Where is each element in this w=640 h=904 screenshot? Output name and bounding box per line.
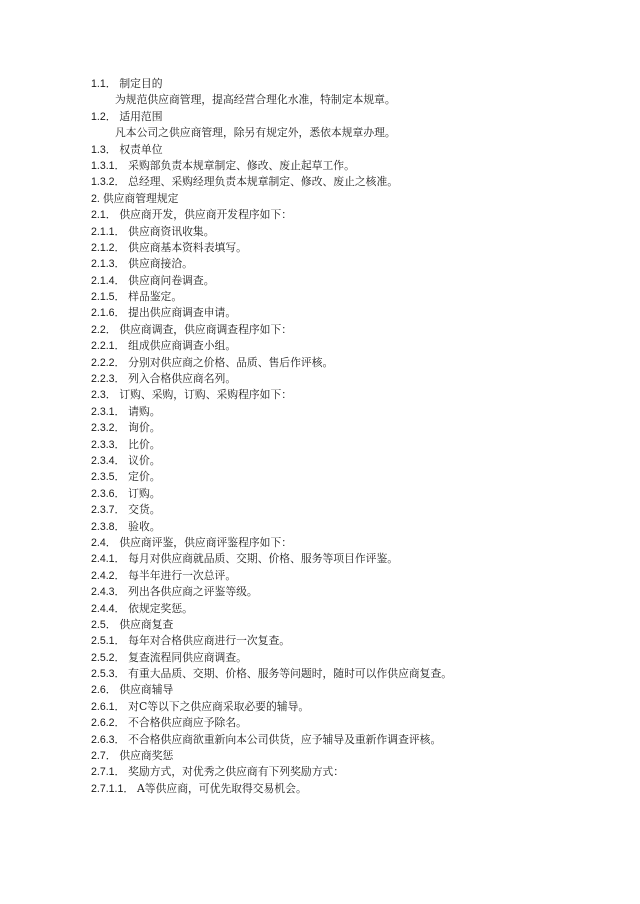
document-body xyxy=(91,76,621,797)
section-number: 2.3.7． xyxy=(91,504,126,517)
document-line xyxy=(91,76,621,92)
line-text: 供应商评鉴，供应商评鉴程序如下： xyxy=(119,535,293,549)
section-number: 2.2． xyxy=(91,323,117,336)
section-number: 2.4.3． xyxy=(91,586,126,599)
document-line xyxy=(91,584,621,600)
line-text: 供应商管理规定 xyxy=(102,191,179,205)
document-line xyxy=(91,666,621,682)
section-number: 2.6.2． xyxy=(91,717,126,730)
line-text: 采购部负责本规章制定、修改、废止起草工作。 xyxy=(128,158,355,172)
section-number: 2.2.1． xyxy=(91,340,126,353)
section-number: 2.4.2． xyxy=(91,569,126,582)
line-text: 订购、采购，订购、采购程序如下： xyxy=(119,388,293,402)
document-line xyxy=(91,404,621,420)
line-text: 分别对供应商之价格、品质、售后作评核。 xyxy=(128,355,334,369)
document-line xyxy=(91,174,621,190)
line-text: 制定目的 xyxy=(119,77,163,90)
section-number: 2.3． xyxy=(91,389,117,402)
document-line xyxy=(91,781,621,797)
section-number: 2.5.1． xyxy=(91,635,126,648)
document-line xyxy=(91,256,621,272)
document-line xyxy=(91,551,621,567)
line-text: A等供应商，可优先取得交易机会。 xyxy=(137,781,307,795)
line-text: 每月对供应商就品质、交期、价格、服务等项目作评鉴。 xyxy=(128,552,399,566)
line-text: 提出供应商调查申请。 xyxy=(128,306,237,320)
section-number: 2.3.5． xyxy=(91,471,126,484)
document-line xyxy=(91,650,621,666)
line-text: 供应商开发，供应商开发程序如下： xyxy=(119,208,293,222)
document-line xyxy=(91,617,621,633)
document-line xyxy=(91,322,621,338)
line-text: 为规范供应商管理，提高经营合理化水准，特制定本规章。 xyxy=(115,93,396,107)
document-line xyxy=(91,535,621,551)
document-line xyxy=(91,453,621,469)
line-text: 比价。 xyxy=(128,437,161,451)
section-number: 2.7.1． xyxy=(91,766,126,779)
line-text: 依规定奖惩。 xyxy=(128,601,193,615)
section-number: 2.7.1.1． xyxy=(91,782,134,795)
document-line xyxy=(91,355,621,371)
section-number: 2.5.3． xyxy=(91,668,126,681)
section-number: 2.1． xyxy=(91,209,117,222)
section-number: 2.6.1． xyxy=(91,700,126,713)
document-line xyxy=(91,764,621,780)
section-number: 2.3.4． xyxy=(91,454,126,467)
line-text: 有重大品质、交期、价格、服务等问题时，随时可以作供应商复查。 xyxy=(128,667,453,681)
section-number: 2.6.3． xyxy=(91,733,126,746)
section-number: 1.2． xyxy=(91,110,117,123)
line-text: 供应商基本资料表填写。 xyxy=(128,240,247,254)
line-text: 不合格供应商欲重新向本公司供货，应予辅导及重新作调查评核。 xyxy=(128,732,442,746)
section-number: 2.2.2． xyxy=(91,356,126,369)
document-line xyxy=(91,633,621,649)
line-text: 供应商接洽。 xyxy=(128,257,193,271)
line-text: 供应商辅导 xyxy=(119,683,174,697)
section-number: 1.1． xyxy=(91,78,117,90)
line-text: 定价。 xyxy=(128,470,161,484)
line-text: 验收。 xyxy=(128,519,161,533)
document-line xyxy=(91,338,621,354)
document-line xyxy=(91,732,621,748)
section-number: 2.7． xyxy=(91,750,117,763)
section-number: 2.1.6． xyxy=(91,307,126,320)
section-number: 2.1.3． xyxy=(91,258,126,271)
line-text: 对C等以下之供应商采取必要的辅导。 xyxy=(128,699,310,713)
document-line xyxy=(91,224,621,240)
line-text: 每半年进行一次总评。 xyxy=(128,568,237,582)
section-number: 2. xyxy=(91,192,100,205)
section-number: 1.3.1． xyxy=(91,159,126,172)
line-text: 复查流程同供应商调查。 xyxy=(128,650,247,664)
document-line xyxy=(91,699,621,715)
document-line xyxy=(91,568,621,584)
line-text: 组成供应商调查小组。 xyxy=(128,339,237,353)
line-text: 供应商问卷调查。 xyxy=(128,273,215,287)
line-text: 权责单位 xyxy=(119,142,163,156)
line-text: 询价。 xyxy=(128,421,161,435)
line-text: 总经理、采购经理负责本规章制定、修改、废止之核准。 xyxy=(128,175,399,189)
document-line xyxy=(91,486,621,502)
section-number: 2.3.8． xyxy=(91,520,126,533)
section-number: 2.1.4． xyxy=(91,274,126,287)
document-line xyxy=(91,371,621,387)
line-text: 凡本公司之供应商管理，除另有规定外，悉依本规章办理。 xyxy=(115,126,396,140)
document-line xyxy=(91,273,621,289)
line-text: 供应商调查，供应商调查程序如下： xyxy=(119,322,293,336)
section-number: 2.3.6． xyxy=(91,487,126,500)
line-text: 供应商复查 xyxy=(119,617,174,631)
line-text: 列入合格供应商名列。 xyxy=(128,372,237,386)
document-line xyxy=(91,305,621,321)
line-text: 奖励方式，对优秀之供应商有下列奖励方式： xyxy=(128,765,345,779)
line-text: 适用范围 xyxy=(119,109,163,123)
document-line xyxy=(91,502,621,518)
document-line xyxy=(91,191,621,207)
document-line xyxy=(91,142,621,158)
section-number: 1.3． xyxy=(91,143,117,156)
document-line xyxy=(91,748,621,764)
document-line xyxy=(91,519,621,535)
section-number: 2.5． xyxy=(91,618,117,631)
line-text: 交货。 xyxy=(128,503,161,517)
section-number: 2.1.5． xyxy=(91,291,126,304)
line-text: 每年对合格供应商进行一次复查。 xyxy=(128,634,291,648)
line-text: 议价。 xyxy=(128,453,161,467)
line-text: 订购。 xyxy=(128,486,161,500)
section-number: 2.1.2． xyxy=(91,241,126,254)
section-number: 2.1.1． xyxy=(91,225,126,238)
document-line xyxy=(91,158,621,174)
line-text: 供应商资讯收集。 xyxy=(128,224,215,238)
section-number: 1.3.2． xyxy=(91,176,126,189)
line-text: 不合格供应商应予除名。 xyxy=(128,716,247,730)
section-number: 2.3.2． xyxy=(91,422,126,435)
document-line xyxy=(91,240,621,256)
document-line xyxy=(91,92,621,108)
document-line xyxy=(91,387,621,403)
document-line xyxy=(91,469,621,485)
section-number: 2.5.2． xyxy=(91,651,126,664)
section-number: 2.3.1． xyxy=(91,405,126,418)
document-line xyxy=(91,289,621,305)
section-number: 2.6． xyxy=(91,684,117,697)
section-number: 2.4． xyxy=(91,536,117,549)
document-line xyxy=(91,207,621,223)
document-line xyxy=(91,715,621,731)
document-line xyxy=(91,109,621,125)
section-number: 2.3.3． xyxy=(91,438,126,451)
document-line xyxy=(91,420,621,436)
section-number: 2.2.3． xyxy=(91,373,126,386)
section-number: 2.4.4． xyxy=(91,602,126,615)
line-text: 样品鉴定。 xyxy=(128,290,183,304)
line-text: 请购。 xyxy=(128,404,161,418)
document-line xyxy=(91,437,621,453)
section-number: 2.4.1． xyxy=(91,553,126,566)
document-line xyxy=(91,682,621,698)
document-line xyxy=(91,601,621,617)
document-line xyxy=(91,125,621,141)
line-text: 列出各供应商之评鉴等级。 xyxy=(128,585,258,599)
line-text: 供应商奖惩 xyxy=(119,749,174,763)
